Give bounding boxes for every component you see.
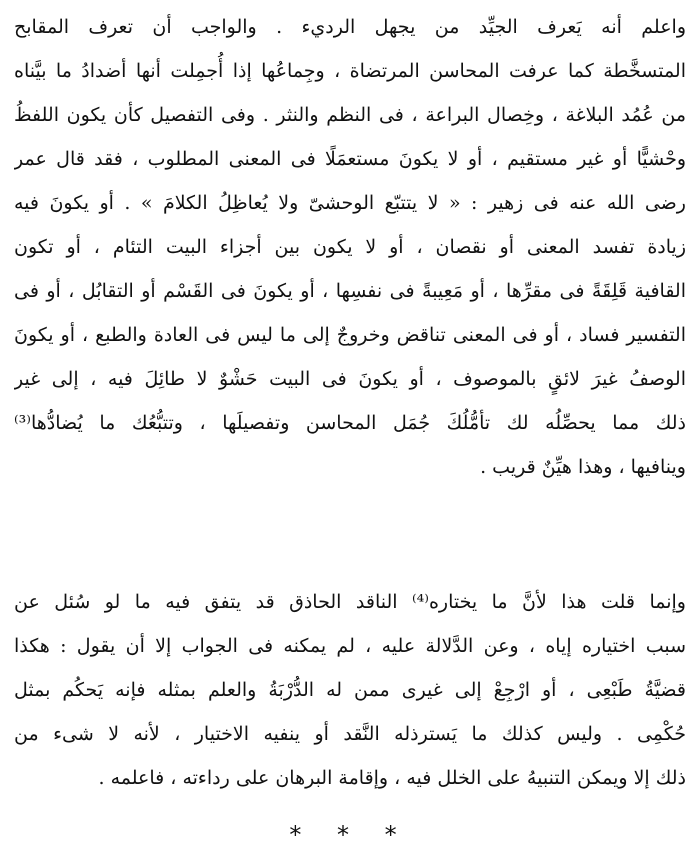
text-line: واعلم أنه يَعرف الجيِّد من يجهل الرديء . والواجب أن تعرف المقابح [14,16,686,38]
text-line: حُكْمِى . وليس كذلك ما يَسترذله النَّقد أو ينفيه الاختيار ، لأنه لا شىء من [14,723,686,745]
section-separator: * * * [289,821,411,849]
text-line: المتسخَّطة كما عرفت المحاسن المرتضاة ، وجِماعُها إذا أُجمِلت أنها أضدادُ ما بيَّناه [14,60,686,82]
text-line: ذلك إلا ويمكن التنبيهُ على الخلل فيه ، وإقامة البرهان على رداءته ، فاعلمه . [98,767,686,789]
text-line: التفسير فساد ، أو فى المعنى تناقض وخروجٌ إلى ما ليس فى العادة والطبع ، أو يكونَ [14,324,686,346]
text-line: قضيَّةُ طَبْعِى ، أو ارْجِعْ إلى غيرى ممن له الدُّرْبَةُ والعلم بمثله فإنه يَحكُم بمثل [14,679,686,701]
text-line: القافية قَلِقَةً فى مقرِّها ، أو مَعِيبةً فى نفسِها ، أو يكونَ فى القَسْم أو التقابُل ، أو فى [14,280,686,302]
text-line: ذلك مما يحصِّلُه لك تأمُّلُكَ جُمَل المحاسن وتفصيلَها ، وتتبُّعُك ما يُضادُّها⁽³⁾ [14,412,686,434]
text-line: زيادة تفسد المعنى أو نقصان ، أو لا يكون بين أجزاء البيت التئام ، أو تكون [14,236,686,258]
text-line: رضى الله عنه فى زهير : « لا يتتبّع الوحشىّ ولا يُعاظِلُ الكلامَ » . أو يكونَ فيه [14,192,686,214]
text-line: وإنما قلت هذا لأنَّ ما يختاره⁽⁴⁾ الناقد الحاذق قد يتفق فيه ما لو سُئل عن [14,591,686,613]
text-line: الوصفُ غيرَ لائقٍ بالموصوف ، أو يكونَ فى البيت حَشْوٌ لا طائِلَ فيه ، إلى غير [14,368,686,390]
text-line: من عُمُد البلاغة ، وخِصال البراعة ، فى النظم والنثر . وفى التفصيل كأن يكون اللفظُ [14,104,686,126]
text-line: سبب اختياره إياه ، وعن الدَّلالة عليه ، لم يمكنه فى الجواب إلا أن يقول : هكذا [14,635,686,657]
text-line: وحْشيًّا أو غير مستقيم ، أو لا يكونَ مستعمَلًا فى المعنى المطلوب ، فقد قال عمر [14,148,686,170]
text-line: وينافيها ، وهذا هيِّنٌ قريب . [480,456,686,478]
